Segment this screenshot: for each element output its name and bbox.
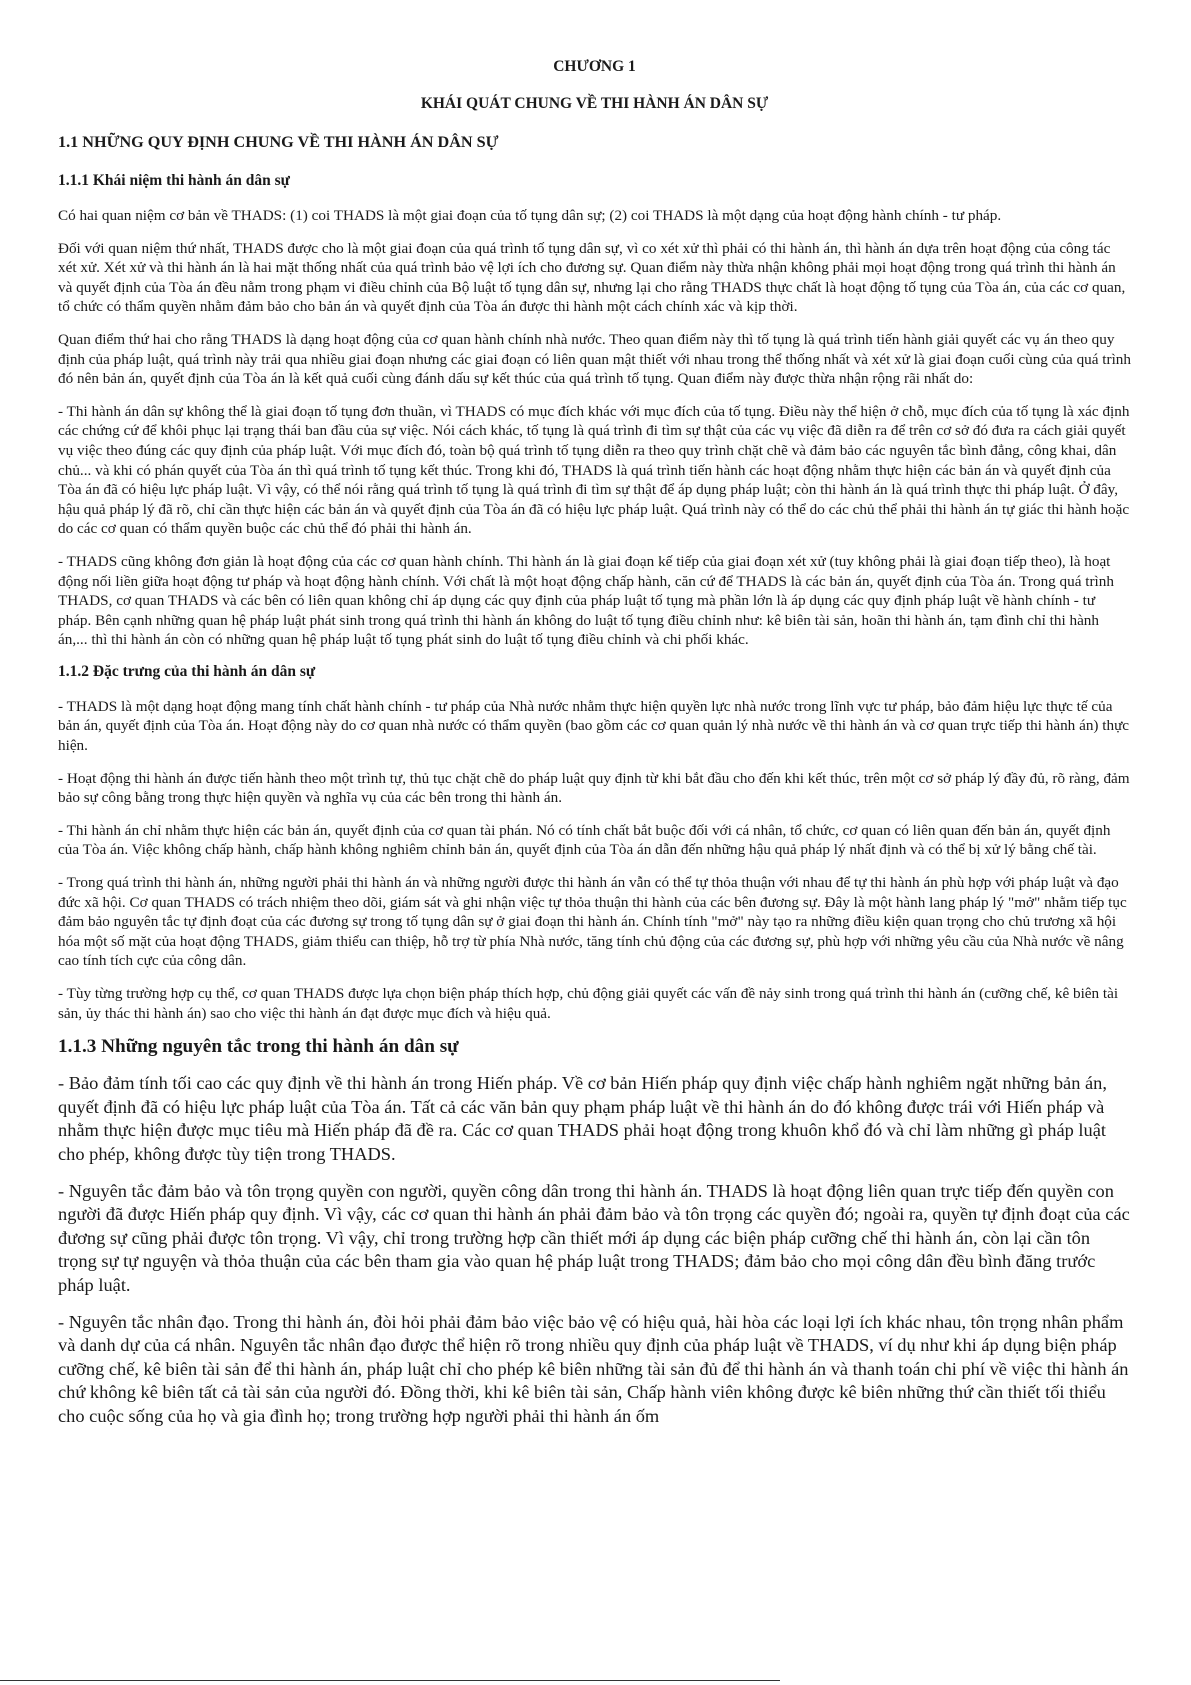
subsection-heading-1-1-2: 1.1.2 Đặc trưng của thi hành án dân sự (58, 662, 316, 680)
paragraph: - THADS cũng không đơn giản là hoạt động của các cơ quan hành chính. Thi hành án là giai đoạn kế tiếp của giai đoạn xét xử (tuy không phải là giai đoạn tiếp theo), là hoạt động nối liền giữa hoạt động tư pháp và hoạt động hành chính. Với chất là một hoạt động chấp hành, căn cứ để THADS là các bản án, quyết định của Tòa án. Trong quá trình THADS, cơ quan THADS và các bên có liên quan không chỉ áp dụng các quy định của pháp luật tố tụng mà phần lớn là áp dụng các quy định pháp luật về hành chính - tư pháp. Bên cạnh những quan hệ pháp luật phát sinh trong quá trình thi hành án không do luật tố tụng điều chỉnh như: kê biên tài sản, hoãn thi hành án, tạm đình chỉ thi hành án,... thì thi hành án còn có những quan hệ pháp luật tố tụng phát sinh do luật tố tụng điều chỉnh và chi phối khác. (58, 552, 1114, 649)
paragraph: - Thi hành án dân sự không thể là giai đoạn tố tụng đơn thuần, vì THADS có mục đích khác với mục đích của tố tụng. Điều này thể hiện ở chỗ, mục đích của tố tụng là xác định các chứng cứ để khôi phục lại trạng thái ban đầu của sự việc. Nói cách khác, tố tụng là quá trình đi tìm sự thật của các vụ việc đã diễn ra để trên cơ sở đó đưa ra cách giải quyết vụ việc theo đúng các quy định của pháp luật. Với mục đích đó, toàn bộ quá trình tố tụng diễn ra theo quy trình chặt chẽ và đảm bảo các nguyên tắc bình đẳng, công khai, dân chủ... và khi có phán quyết của Tòa án thì quá trình tố tụng kết thúc. Trong khi đó, THADS là quá trình tiến hành các hoạt động nhằm thực hiện các bản án và quyết định của Tòa án đã có hiệu lực pháp luật. Vì vậy, có thể nói rằng quá trình tố tụng là quá trình đi tìm sự thật để áp dụng pháp luật; còn thi hành án là quá trình thực thi pháp luật. Ở đây, hậu quả pháp lý đã rõ, chỉ cần thực hiện các bản án và quyết định của Tòa án đã có hiệu lực pháp luật. Quá trình này có thể do các chủ thể phải thi hành án tự giác thi hành hoặc do các cơ quan có thẩm quyền buộc các chủ thể đó phải thi hành án. (58, 402, 1130, 538)
paragraph: - Nguyên tắc đảm bảo và tôn trọng quyền con người, quyền công dân trong thi hành án. THADS là hoạt động liên quan trực tiếp đến quyền con người đã được Hiến pháp quy định. Vì vậy, các cơ quan thi hành án phải đảm bảo và tôn trọng các quyền đó; ngoài ra, quyền tự định đoạt của các đương sự cũng phải được tôn trọng. Vì vậy, chỉ trong trường hợp cần thiết mới áp dụng các biện pháp cưỡng chế thi hành án, còn lại cần tôn trọng sự tự nguyện và thỏa thuận của các bên tham gia vào quan hệ pháp luật trong THADS; đảm bảo cho mọi công dân đều bình đăng trước pháp luật. (58, 1180, 1130, 1295)
paragraph: - Hoạt động thi hành án được tiến hành theo một trình tự, thủ tục chặt chẽ do pháp luật quy định từ khi bắt đầu cho đến khi kết thúc, trên một cơ sở pháp lý đầy đủ, rõ ràng, đảm bảo sự công bằng trong thực hiện quyền và nghĩa vụ của các bên trong thi hành án. (58, 769, 1130, 807)
footer-divider (0, 1680, 780, 1681)
paragraph: Có hai quan niệm cơ bản về THADS: (1) coi THADS là một giai đoạn của tố tụng dân sự; (2) coi THADS là một dạng của hoạt động hành chính - tư pháp. (58, 207, 1002, 224)
section-heading-1-1: 1.1 NHỮNG QUY ĐỊNH CHUNG VỀ THI HÀNH ÁN DÂN SỰ (58, 133, 499, 151)
subsection-heading-1-1-3: 1.1.3 Những nguyên tắc trong thi hành án dân sự (58, 1036, 459, 1058)
paragraph: - Bảo đảm tính tối cao các quy định về thi hành án trong Hiến pháp. Về cơ bản Hiến pháp quy định việc chấp hành nghiêm ngặt những bản án, quyết định đã có hiệu lực pháp luật của Tòa án. Tất cả các văn bản quy phạm pháp luật về thi hành án do đó không được trái với Hiến pháp và nhằm thực hiện được mục tiêu mà Hiến pháp đã đề ra. Các cơ quan THADS phải hoạt động trong khuôn khổ đó và chỉ làm những gì pháp luật cho phép, không được tùy tiện trong THADS. (58, 1073, 1107, 1164)
chapter-label: CHƯƠNG 1 (553, 58, 636, 75)
paragraph: - Thi hành án chỉ nhằm thực hiện các bản án, quyết định của cơ quan tài phán. Nó có tính chất bắt buộc đối với cá nhân, tổ chức, cơ quan có liên quan đến bản án, quyết định của Tòa án. Việc không chấp hành, chấp hành không nghiêm chỉnh bản án, quyết định của Tòa án dẫn đến những hậu quả pháp lý nhất định và có thể bị xử lý bằng chế tài. (58, 821, 1111, 859)
paragraph: - Tùy từng trường hợp cụ thể, cơ quan THADS được lựa chọn biện pháp thích hợp, chủ động giải quyết các vấn đề nảy sinh trong quá trình thi hành án (cưỡng chế, kê biên tài sản, ủy thác thi hành án) sao cho việc thi hành án đạt được mục đích và hiệu quả. (58, 985, 1119, 1022)
paragraph: Quan điểm thứ hai cho rằng THADS là dạng hoạt động của cơ quan hành chính nhà nước. Theo quan điểm này thì tố tụng là quá trình tiến hành giải quyết các vụ án theo quy định của pháp luật, quá trình này trải qua nhiều giai đoạn nhưng các giai đoạn có liên quan mật thiết với nhau trong thể thống nhất và xét xử là giai đoạn cuối cùng của quá trình đó nên bản án, quyết định của Tòa án là kết quả cuối cùng đánh dấu sự kết thúc của quá trình tố tụng. Quan điểm này được thừa nhận rộng rãi nhất do: (58, 330, 1131, 388)
paragraph: Đối với quan niệm thứ nhất, THADS được cho là một giai đoạn của quá trình tố tụng dân sự, vì co xét xử thì phải có thi hành án, thì hành án dựa trên hoạt động của công tác xét xử. Xét xử và thi hành án là hai mặt thống nhất của quá trình bảo vệ lợi ích cho đương sự. Quan điểm này thừa nhận không phải mọi hoạt động trong quá trình thi hành án và quyết định của Tòa án đều nằm trong phạm vi điều chỉnh của Bộ luật tố tụng dân sự, nhưng lại cho rằng THADS thực chất là hoạt động tố tụng của Tòa án, của các cơ quan, tổ chức có thẩm quyền nhằm đảm bảo cho bản án và quyết định của Tòa án được thi hành một cách chính xác và kịp thời. (58, 239, 1126, 316)
chapter-title: KHÁI QUÁT CHUNG VỀ THI HÀNH ÁN DÂN SỰ (420, 95, 769, 112)
paragraph: - Nguyên tắc nhân đạo. Trong thi hành án, đòi hỏi phải đảm bảo việc bảo vệ có hiệu quả, hài hòa các loại lợi ích khác nhau, tôn trọng nhân phẩm và danh dự của cá nhân. Nguyên tắc nhân đạo được thể hiện rõ trong nhiều quy định của pháp luật về THADS, ví dụ như khi áp dụng biện pháp cưỡng chế, kê biên tài sản để thi hành án, pháp luật chỉ cho phép kê biên những tài sản đủ để thi hành án và thanh toán chi phí về việc thi hành án chứ không kê biên tất cả tài sản của người đó. Đồng thời, khi kê biên tài sản, Chấp hành viên không được kê biên những thứ cần thiết tối thiểu cho cuộc sống của họ và gia đình họ; trong trường hợp người phải thi hành án ốm (58, 1311, 1129, 1426)
subsection-heading-1-1-1: 1.1.1 Khái niệm thi hành án dân sự (58, 172, 290, 189)
paragraph: - THADS là một dạng hoạt động mang tính chất hành chính - tư pháp của Nhà nước nhằm thực hiện quyền lực nhà nước trong lĩnh vực tư pháp, bảo đảm hiệu lực thực tế của bản án, quyết định của Tòa án. Hoạt động này do cơ quan nhà nước có thẩm quyền (bao gồm các cơ quan quản lý nhà nước về thi hành án và cơ quan trực tiếp thi hành án) thực hiện. (58, 697, 1130, 755)
paragraph: - Trong quá trình thi hành án, những người phải thi hành án và những người được thi hành án vẫn có thể tự thỏa thuận với nhau để tự thi hành án phù hợp với pháp luật và đạo đức xã hội. Cơ quan THADS có trách nhiệm theo dõi, giám sát và ghi nhận việc tự thỏa thuận thi hành của các bên đương sự. Đây là một hành lang pháp lý "mở" nhằm tiếp tục đảm bảo nguyên tắc tự định đoạt của các đương sự trong tố tụng dân sự ở giai đoạn thi hành án. Chính tính "mở" này tạo ra những điều kiện quan trọng cho chủ trương xã hội hóa một số mặt của hoạt động THADS, giảm thiểu can thiệp, hỗ trợ từ phía Nhà nước, tăng tính chủ động của các đương sự, phù hợp với những yêu cầu của Nhà nước về nâng cao tính tích cực của công dân. (58, 874, 1127, 970)
